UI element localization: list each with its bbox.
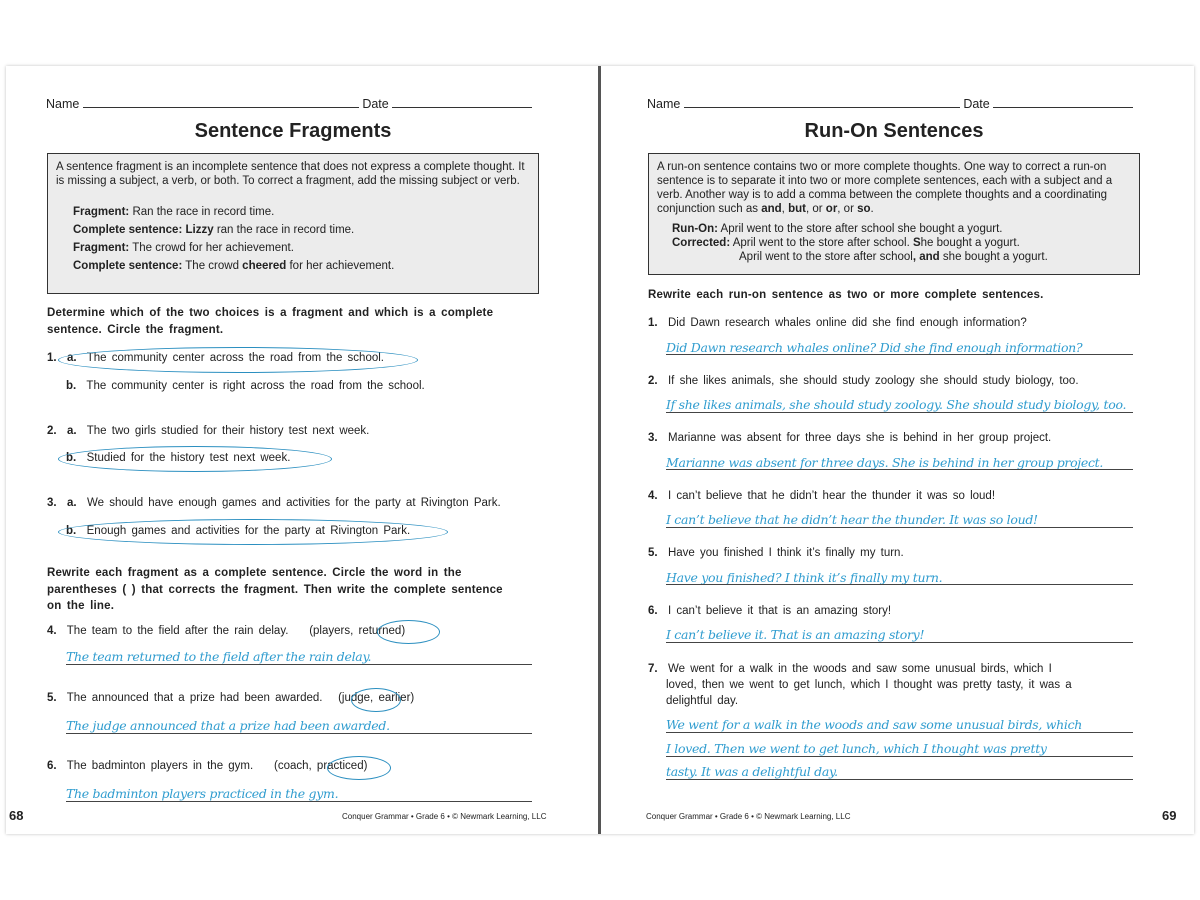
answer-circle: [327, 756, 391, 780]
handwritten-answer: The judge announced that a prize had been awarded.: [66, 718, 390, 733]
examples: [657, 222, 1131, 264]
name-field-right: [647, 96, 1133, 111]
runon-question-7-line-2: loved, then we went to get lunch, which I thought was pretty tasty, it was a: [666, 679, 1072, 691]
answer-line: [666, 469, 1133, 470]
answer-circle: [351, 688, 401, 712]
answer-circle: [58, 519, 448, 545]
answer-line: [66, 801, 532, 802]
footer-right: Conquer Grammar • Grade 6 • © Newmark Learning, LLC: [646, 812, 851, 821]
example-2: Complete sentence: Lizzy ran the race in record time.: [73, 224, 355, 236]
handwritten-answer: The badminton players practiced in the gym.: [66, 786, 339, 801]
handwritten-answer: The team returned to the field after the rain delay.: [66, 649, 372, 664]
date-line: [993, 96, 1133, 108]
handwritten-answer: I can’t believe it. That is an amazing story!: [666, 627, 925, 642]
handwritten-answer: If she likes animals, she should study zoology. She should study biology, too.: [666, 397, 1127, 412]
answer-line: [666, 354, 1133, 355]
answer-line: [666, 756, 1133, 757]
answer-line: [666, 642, 1133, 643]
date-line: [392, 96, 532, 108]
name-line: [83, 96, 359, 108]
runon-question-2: 2. If she likes animals, she should study zoology she should study biology, too.: [648, 375, 1079, 387]
date-label: Date: [362, 97, 389, 111]
page-number-right: 69: [1162, 808, 1177, 823]
name-label: Name: [647, 97, 681, 111]
handwritten-answer: I loved. Then we went to get lunch, which I thought was pretty: [666, 741, 1047, 756]
answer-line: [666, 412, 1133, 413]
definition-text: A run-on sentence contains two or more complete thoughts. One way to correct a run-on sentence is to separate it into two or more complete sentences, each with a subject and a verb. Another way is to add a comma between the complete thoughts and a coordinating conjunction such as and, but, or or, or so.: [657, 161, 1113, 215]
definition-text: A sentence fragment is an incomplete sentence that does not express a complete thought. It is missing a subject, a verb, or both. To correct a fragment, add the missing subject or verb.: [56, 161, 525, 187]
example-3: Fragment: The crowd for her achievement.: [73, 242, 294, 254]
runon-question-5: 5. Have you finished I think it’s finally my turn.: [648, 547, 904, 559]
example-corrected-1: Corrected: April went to the store after school. She bought a yogurt.: [672, 237, 1020, 249]
answer-line: [666, 527, 1133, 528]
question-4: 4. The team to the field after the rain delay. (players, returned): [47, 625, 406, 637]
name-field-left: [46, 96, 532, 111]
handwritten-answer: Have you finished? I think it’s finally my turn.: [666, 570, 943, 585]
question-3b: b. Enough games and activities for the party at Rivington Park.: [66, 525, 411, 537]
question-6: 6. The badminton players in the gym. (coach, practiced): [47, 760, 368, 772]
runon-question-4: 4. I can’t believe that he didn’t hear the thunder it was so loud!: [648, 490, 996, 502]
example-run-on: Run-On: April went to the store after school she bought a yogurt.: [672, 223, 1003, 235]
question-2a: 2. a. The two girls studied for their history test next week.: [47, 425, 370, 437]
question-1a: 1. a. The community center across the road from the school.: [47, 352, 384, 364]
examples: [56, 203, 530, 275]
runon-question-3: 3. Marianne was absent for three days she is behind in her group project.: [648, 432, 1052, 444]
question-3a: 3. a. We should have enough games and activities for the party at Rivington Park.: [47, 497, 501, 509]
example-corrected-2: April went to the store after school, and she bought a yogurt.: [739, 251, 1048, 263]
runon-question-6: 6. I can’t believe it that is an amazing story!: [648, 605, 892, 617]
runon-question-7: 7. We went for a walk in the woods and saw some unusual birds, which I: [648, 663, 1052, 675]
handwritten-answer: We went for a walk in the woods and saw some unusual birds, which: [666, 717, 1083, 732]
handwritten-answer: I can’t believe that he didn’t hear the thunder. It was so loud!: [666, 512, 1038, 527]
handwritten-answer: tasty. It was a delightful day.: [666, 764, 838, 779]
question-1b: b. The community center is right across the road from the school.: [66, 380, 425, 392]
runon-question-1: 1. Did Dawn research whales online did she find enough information?: [648, 317, 1027, 329]
answer-line: [666, 584, 1133, 585]
answer-line: [666, 732, 1133, 733]
page-title-right: Run-On Sentences: [804, 120, 984, 142]
answer-circle: [377, 620, 440, 644]
example-4: Complete sentence: The crowd cheered for her achievement.: [73, 260, 395, 272]
date-label: Date: [963, 97, 990, 111]
handwritten-answer: Marianne was absent for three days. She is behind in her group project.: [666, 455, 1104, 470]
answer-line: [66, 733, 532, 734]
definition-box-right: [648, 153, 1140, 275]
answer-line: [66, 664, 532, 665]
answer-line: [666, 779, 1133, 780]
page-number-left: 68: [9, 808, 24, 823]
answer-circle: [58, 347, 418, 373]
page-title-left: Sentence Fragments: [194, 120, 392, 142]
answer-circle: [58, 446, 332, 472]
definition-box-left: [47, 153, 539, 294]
handwritten-answer: Did Dawn research whales online? Did she find enough information?: [666, 340, 1083, 355]
name-label: Name: [46, 97, 80, 111]
question-5: 5. The announced that a prize had been awarded. (judge, earlier): [47, 692, 415, 704]
instructions-1: Determine which of the two choices is a fragment and which is a complete sentence. Circle the fragment.: [47, 307, 494, 336]
example-1: Fragment: Ran the race in record time.: [73, 206, 275, 218]
footer-left: Conquer Grammar • Grade 6 • © Newmark Learning, LLC: [342, 812, 547, 821]
instructions: Rewrite each run-on sentence as two or more complete sentences.: [648, 289, 1044, 301]
book-gutter: [598, 66, 601, 834]
runon-question-7-line-3: delightful day.: [666, 695, 739, 707]
question-2b: b. Studied for the history test next week.: [66, 452, 291, 464]
instructions-2: Rewrite each fragment as a complete sentence. Circle the word in the parentheses ( ) that corrects the fragment. Then write the complete sentence on the line.: [47, 567, 503, 612]
name-line: [684, 96, 960, 108]
